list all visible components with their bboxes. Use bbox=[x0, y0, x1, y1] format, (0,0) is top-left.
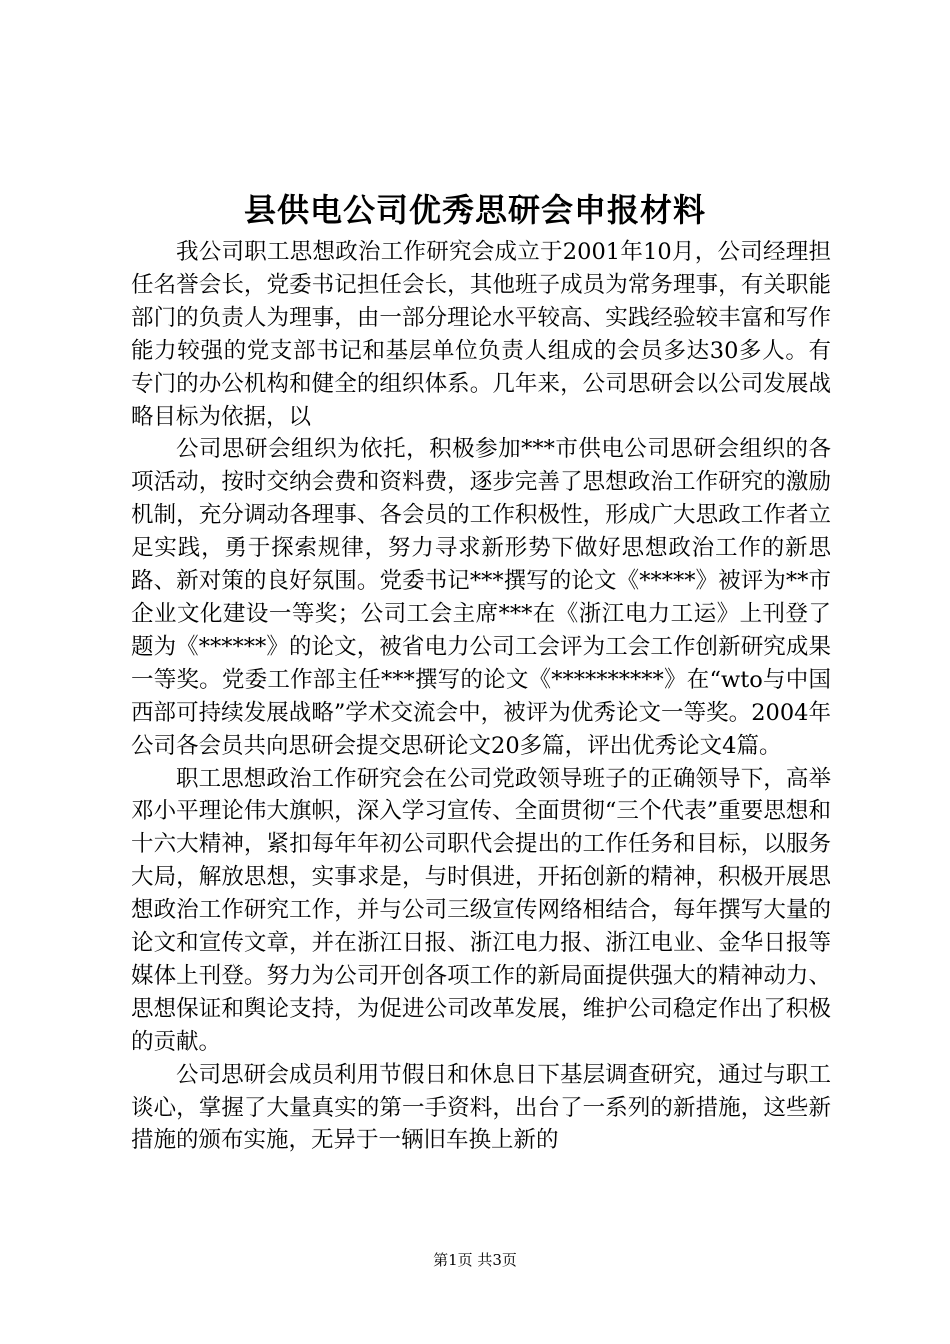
document-body bbox=[131, 236, 831, 1157]
paragraph: 职工思想政治工作研究会在公司党政领导班子的正确领导下，高举邓小平理论伟大旗帜，深入学习宣传、全面贯彻“三个代表”重要思想和十六大精神，紧扣每年年初公司职代会提出的工作任务和目标，以服务大局，解放思想，实事求是，与时俱进，开拓创新的精神，积极开展思想政治工作研究工作，并与公司三级宣传网络相结合，每年撰写大量的论文和宣传文章，并在浙江日报、浙江电力报、浙江电业、金华日报等媒体上刊登。努力为公司开创各项工作的新局面提供强大的精神动力、思想保证和舆论支持，为促进公司改革发展，维护公司稳定作出了积极的贡献。 bbox=[131, 765, 831, 1055]
paragraph: 公司思研会组织为依托，积极参加***市供电公司思研会组织的各项活动，按时交纳会费和资料费，逐步完善了思想政治工作研究的激励机制，充分调动各理事、各会员的工作积极性，形成广大思政工作者立足实践，勇于探索规律，努力寻求新形势下做好思想政治工作的新思路、新对策的良好氛围。党委书记***撰写的论文《*****》被评为**市企业文化建设一等奖；公司工会主席***在《浙江电力工运》上刊登了题为《******》的论文，被省电力公司工会评为工会工作创新研究成果一等奖。党委工作部主任***撰写的论文《**********》在“wto与中国西部可持续发展战略”学术交流会中，被评为优秀论文一等奖。2004年公司各会员共向思研会提交思研论文20多篇，评出优秀论文4篇。 bbox=[131, 436, 831, 759]
document-title: 县供电公司优秀思研会申报材料 bbox=[243, 191, 706, 229]
paragraph: 我公司职工思想政治工作研究会成立于2001年10月，公司经理担任名誉会长，党委书记担任会长，其他班子成员为常务理事，有关职能部门的负责人为理事，由一部分理论水平较高、实践经验较丰富和写作能力较强的党支部书记和基层单位负责人组成的会员多达30多人。有专门的办公机构和健全的组织体系。几年来，公司思研会以公司发展战略目标为依据，以 bbox=[131, 239, 831, 430]
paragraph: 公司思研会成员利用节假日和休息日下基层调查研究，通过与职工谈心，掌握了大量真实的第一手资料，出台了一系列的新措施，这些新措施的颁布实施，无异于一辆旧车换上新的 bbox=[131, 1061, 831, 1154]
page-number-footer: 第1页 共3页 bbox=[433, 1251, 517, 1269]
